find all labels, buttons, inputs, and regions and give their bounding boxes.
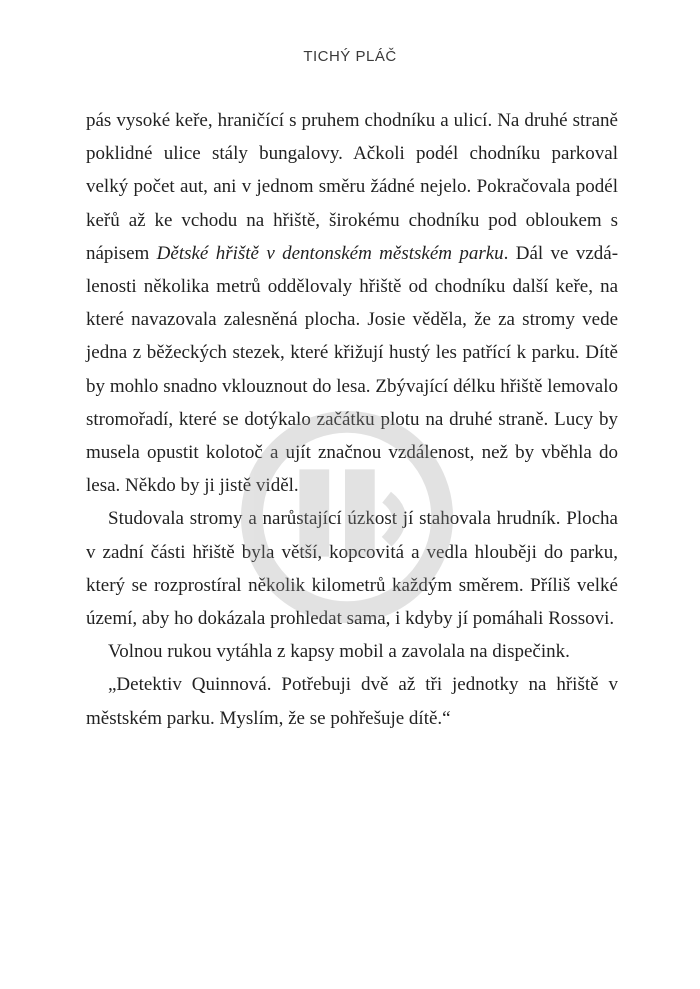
paragraph-1	[86, 104, 618, 502]
paragraph-3: Volnou rukou vytáhla z kapsy mobil a zavolala na dispečink.	[108, 641, 570, 663]
paragraph-4: „Detektiv Quinnová. Potřebuji dvě až tři jednotky na hřiště v městském parku. Myslím, že se pohřešuje dítě.“	[86, 674, 618, 729]
running-head: TICHÝ PLÁČ	[303, 48, 397, 65]
paragraph-1-start: pás vysoké keře, hraničící s pruhem chodníku a ulicí. Na druhé straně poklidné ulice stály bungalovy. Ačkoli podél chodníku parkoval velký počet aut, ani v jednom směru žádné nejelo. Pokračovala podél keřů až ke vchodu na hřiště, širokému chodníku pod obloukem s nápisem	[86, 110, 618, 264]
body-text	[86, 104, 618, 735]
sign-inscription: Dětské hřiště v dentonském městském parku	[156, 242, 504, 264]
paragraph-2: Studovala stromy a narůstající úzkost jí stahovala hrudník. Plocha v zadní části hřiště byla větší, kopcovitá a vedla hlouběji do parku, který se rozprostíral několik kilometrů každým směrem. Příliš velké území, aby ho dokázala prohledat sama, i kdyby jí pomáhali Rossovi.	[86, 508, 618, 630]
paragraph-1-end: . Dál ve vzdálenosti několika metrů oddělovaly hřiště od chodníku další keře, na které navazovala zalesněná plocha. Josie věděla, že za stromy vede jedna z běžeckých stezek, které křižují hustý les patřící k parku. Dítě by mohlo snadno vklouznout do lesa. Zbývající délku hřiště lemovalo stromořadí, které se dotýkalo začátku plotu na druhé straně. Lucy by musela opustit kolotoč a ujít značnou vzdálenost, než by vběhla do lesa. Někdo by ji jistě viděl.	[86, 242, 619, 497]
